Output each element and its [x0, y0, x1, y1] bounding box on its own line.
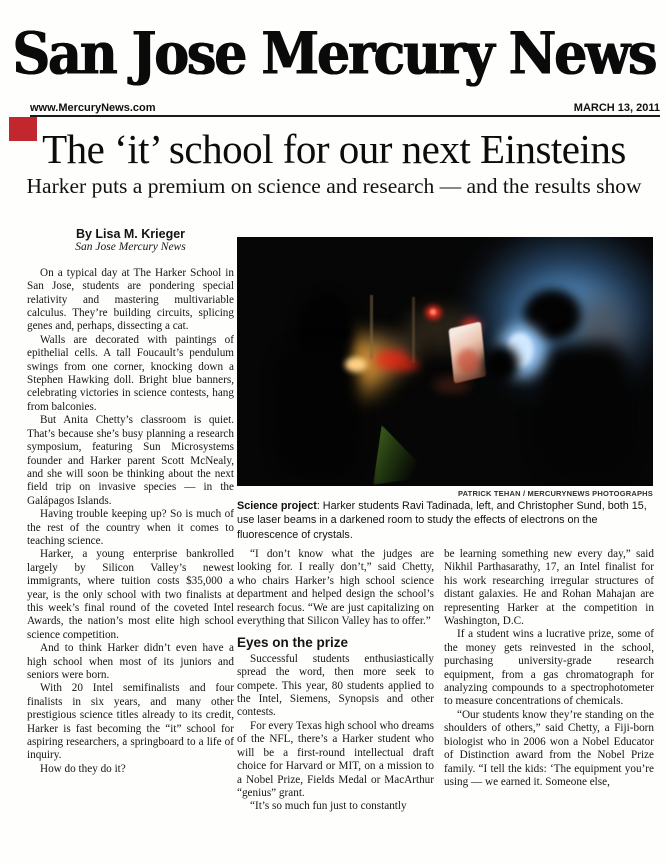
paragraph: On a typical day at The Harker School in San Jose, students are pondering special relativity and mastering multivariable calculus. They’re building circuits, splicing genes and, perhaps, dissecting a cat. — [27, 266, 234, 333]
paragraph: If a student wins a lucrative prize, some of the money gets reinvested in the school, purchasing university-grade research equipment, from a gas chromatograph for analyzing compounds to a spectrophotometer to measure concentrations of chemicals. — [444, 628, 654, 708]
headline: The ‘it’ school for our next Einsteins — [42, 126, 626, 172]
masthead-title: San Jose Mercury News — [12, 19, 656, 89]
photo-floor-reflection — [433, 377, 471, 393]
photo-arm-silhouette — [483, 345, 519, 383]
caption-text: : Harker students Ravi Tadinada, left, and Christopher Sund, both 15, use laser beams in a darkened room to study the effects of electrons on the fluorescence of crystals. — [237, 500, 647, 541]
photo-red-laser-equipment — [397, 359, 419, 371]
photo-lamp-spot — [345, 357, 367, 372]
issue-date: MARCH 13, 2011 — [573, 102, 660, 114]
paragraph: With 20 Intel semifinalists and four finalists in six years, and many other prestigious science titles already to its credit, Harker is fast becoming the “it” school for aspiring researchers, a springboard to a life of inquiry. — [27, 682, 234, 762]
article-photo — [237, 237, 653, 486]
article-column-1 — [27, 228, 234, 776]
photo-laptop-screen-glow — [457, 349, 479, 373]
photo-red-laser-dot-core — [430, 309, 436, 315]
paragraph: “I don’t know what the judges are looking for. I really don’t,” said Chetty, who chairs Harker’s high school science department and helped design the school’s research focus. “We are just capitalizing on everything that Silicon Valley has to offer.” — [237, 548, 434, 628]
byline-publication: San Jose Mercury News — [75, 241, 186, 254]
website-url: www.MercuryNews.com — [30, 102, 156, 114]
photo-green-light-wedge — [373, 425, 431, 485]
photo-right-student-body — [537, 342, 632, 472]
paragraph: Having trouble keeping up? So is much of the rest of the country when it comes to teaching science. — [27, 508, 234, 547]
paragraph: “It’s so much fun just to constantly — [250, 800, 407, 813]
byline-author: By Lisa M. Krieger — [75, 227, 186, 241]
photo-stand-rod — [412, 297, 415, 363]
paragraph: But Anita Chetty’s classroom is quiet. That’s because she’s busy planning a research symposium, featuring Sun Microsystems founder and Harker parent Scott McNealy, and she will soon be thinking about the next field trip on invasive species — in the Galápagos Islands. — [27, 414, 234, 507]
paragraph: “Our students know they’re standing on the shoulders of others,” said Chetty, a Fiji-born biologist who in 2006 won a Nobel Educator of Distinction award from the Nobel Prize family. “I tell the kids: ‘The equipment you’re using — we earned it. Someone else, — [444, 708, 654, 788]
photo-stand-rod — [370, 295, 373, 359]
masthead-info-row — [30, 96, 660, 117]
photo-credit: PATRICK TEHAN / MERCURYNEWS PHOTOGRAPHS — [457, 489, 653, 498]
paragraph: For every Texas high school who dreams of the NFL, there’s a Harker student who will be a first-round intellectual draft choice for Harvard or MIT, on a mission to a Nobel Prize, Fields Medal or MacArthur “genius” grant. — [237, 719, 434, 799]
paragraph: Walls are decorated with paintings of epithelial cells. A tall Foucault’s pendulum swings from one corner, knocking down a Stephen Hawking doll. Bright blue banners, celebrating victories in science contests, hang from balconies. — [27, 333, 234, 413]
photo-caption — [237, 499, 653, 542]
paragraph: be learning something new every day,” said Nikhil Parthasarathy, 17, an Intel finalist for his work researching irregular structures of distant galaxies. He and Rohan Mahajan are representing Harker at the competition in Washington, D.C. — [444, 548, 654, 628]
subheadline: Harker puts a premium on science and research — and the results show — [26, 174, 642, 198]
paragraph: And to think Harker didn’t even have a high school when most of its juniors and seniors were born. — [27, 642, 234, 681]
paragraph: How do they do it? — [40, 762, 126, 775]
paragraph: Successful students enthusiastically spread the word, then more seek to compete. This year, 80 students applied to the Intel, Siemens, Synopsis and other contests. — [237, 652, 434, 719]
caption-lead: Science project — [237, 500, 317, 512]
article-column-3 — [444, 548, 654, 789]
paragraph: Harker, a young enterprise bankrolled largely by Silicon Valley’s newest immigrants, where tuition costs $35,000 a year, is the only school with two finalists at this week’s final round of the coveted Intel Awards, the nation’s most elite high school science competition. — [27, 548, 234, 641]
article-column-2 — [237, 548, 434, 814]
section-subhead: Eyes on the prize — [237, 635, 349, 651]
